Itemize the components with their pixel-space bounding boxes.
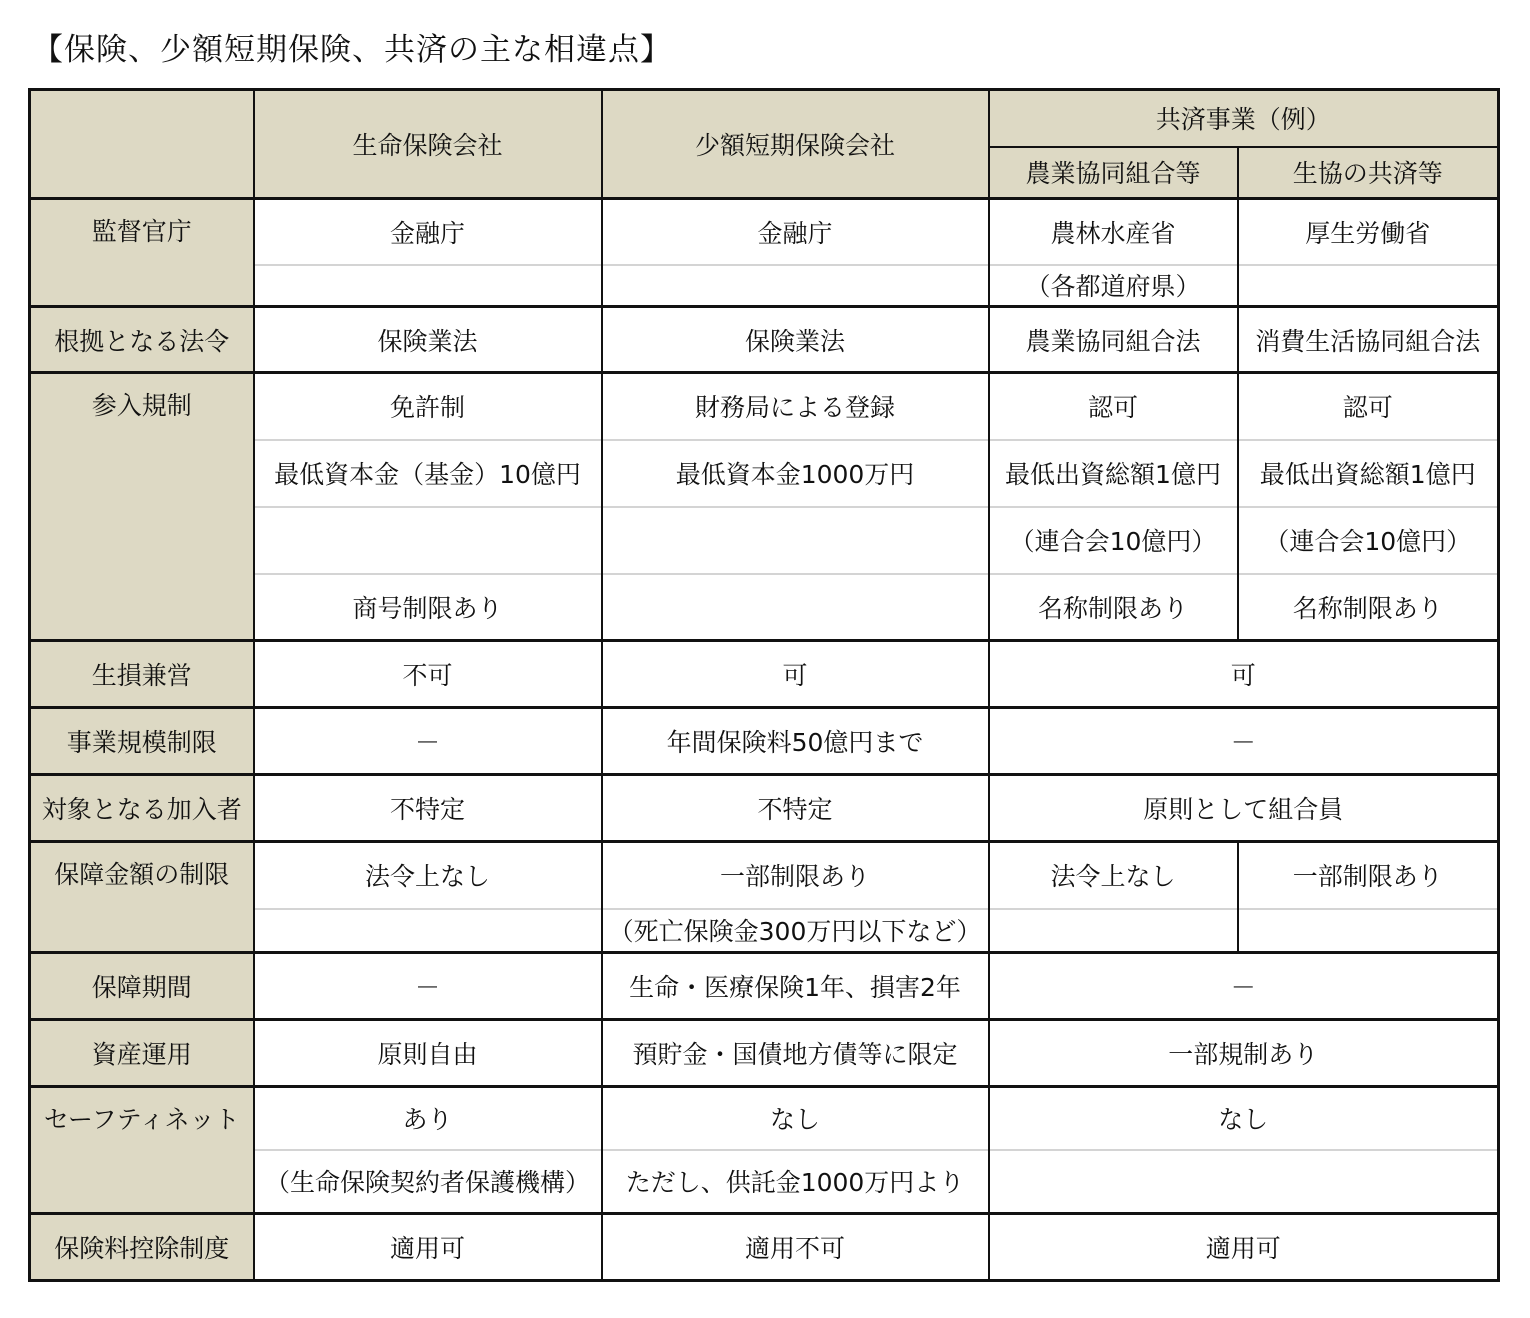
- cell-empty: [254, 909, 602, 953]
- cell-empty: [989, 909, 1238, 953]
- cell-entry-small-2: 最低資本金1000万円: [602, 440, 989, 507]
- cell-entry-agri-2: 最低出資総額1億円: [989, 440, 1238, 507]
- cell-empty: [602, 507, 989, 574]
- cell-law-agri: 農業協同組合法: [989, 307, 1238, 373]
- cell-period-mutual: －: [989, 953, 1499, 1020]
- cell-entry-coop-2: 最低出資総額1億円: [1238, 440, 1499, 507]
- cell-law-small: 保険業法: [602, 307, 989, 373]
- cell-amount-coop: 一部制限あり: [1238, 842, 1499, 909]
- cell-scale-life: －: [254, 708, 602, 775]
- row-label-scale: 事業規模制限: [30, 708, 254, 775]
- cell-supervisor-agri: 農林水産省: [989, 199, 1238, 265]
- row-label-dual: 生損兼営: [30, 641, 254, 708]
- cell-entry-coop-3: （連合会10億円）: [1238, 507, 1499, 574]
- header-small-insurer: 少額短期保険会社: [602, 90, 989, 199]
- cell-supervisor-small: 金融庁: [602, 199, 989, 265]
- cell-members-small: 不特定: [602, 775, 989, 842]
- row-label-assets: 資産運用: [30, 1020, 254, 1087]
- cell-safety-mutual: なし: [989, 1087, 1499, 1150]
- cell-members-life: 不特定: [254, 775, 602, 842]
- cell-supervisor-coop: 厚生労働省: [1238, 199, 1499, 265]
- cell-supervisor-agri-note: （各都道府県）: [989, 265, 1238, 307]
- cell-dual-life: 不可: [254, 641, 602, 708]
- row-label-entry: 参入規制: [30, 373, 254, 641]
- cell-entry-life-2: 最低資本金（基金）10億円: [254, 440, 602, 507]
- cell-safety-life-note: （生命保険契約者保護機構）: [254, 1150, 602, 1214]
- cell-empty: [602, 574, 989, 641]
- row-label-amount: 保障金額の制限: [30, 842, 254, 953]
- header-mutual-aid-group: 共済事業（例）: [989, 90, 1499, 147]
- cell-deduction-small: 適用不可: [602, 1214, 989, 1281]
- cell-scale-small: 年間保険料50億円まで: [602, 708, 989, 775]
- cell-amount-life: 法令上なし: [254, 842, 602, 909]
- cell-entry-coop-4: 名称制限あり: [1238, 574, 1499, 641]
- cell-assets-life: 原則自由: [254, 1020, 602, 1087]
- cell-deduction-mutual: 適用可: [989, 1214, 1499, 1281]
- cell-law-coop: 消費生活協同組合法: [1238, 307, 1499, 373]
- cell-period-small: 生命・医療保険1年、損害2年: [602, 953, 989, 1020]
- cell-amount-small: 一部制限あり: [602, 842, 989, 909]
- cell-empty: [1238, 909, 1499, 953]
- cell-supervisor-life: 金融庁: [254, 199, 602, 265]
- row-label-supervisor: 監督官庁: [30, 199, 254, 307]
- cell-deduction-life: 適用可: [254, 1214, 602, 1281]
- cell-assets-mutual: 一部規制あり: [989, 1020, 1499, 1087]
- cell-safety-small-note: ただし、供託金1000万円より: [602, 1150, 989, 1214]
- header-agri-coop: 農業協同組合等: [989, 147, 1238, 199]
- cell-members-mutual: 原則として組合員: [989, 775, 1499, 842]
- header-consumer-coop: 生協の共済等: [1238, 147, 1499, 199]
- cell-assets-small: 預貯金・国債地方債等に限定: [602, 1020, 989, 1087]
- cell-empty: [989, 1150, 1499, 1214]
- row-label-deduction: 保険料控除制度: [30, 1214, 254, 1281]
- cell-period-life: －: [254, 953, 602, 1020]
- cell-empty: [254, 507, 602, 574]
- cell-amount-small-note: （死亡保険金300万円以下など）: [602, 909, 989, 953]
- cell-scale-mutual: －: [989, 708, 1499, 775]
- cell-safety-life: あり: [254, 1087, 602, 1150]
- cell-law-life: 保険業法: [254, 307, 602, 373]
- row-label-period: 保障期間: [30, 953, 254, 1020]
- row-label-law: 根拠となる法令: [30, 307, 254, 373]
- cell-empty: [602, 265, 989, 307]
- row-label-safety: セーフティネット: [30, 1087, 254, 1214]
- cell-dual-mutual: 可: [989, 641, 1499, 708]
- cell-entry-life-4: 商号制限あり: [254, 574, 602, 641]
- page-title: 【保険、少額短期保険、共済の主な相違点】: [32, 32, 672, 68]
- header-life-insurer: 生命保険会社: [254, 90, 602, 199]
- cell-safety-small: なし: [602, 1087, 989, 1150]
- cell-empty: [1238, 265, 1499, 307]
- cell-empty: [254, 265, 602, 307]
- cell-amount-agri: 法令上なし: [989, 842, 1238, 909]
- cell-entry-agri-3: （連合会10億円）: [989, 507, 1238, 574]
- cell-entry-agri-1: 認可: [989, 373, 1238, 440]
- comparison-table: [28, 88, 1500, 1282]
- cell-entry-small-1: 財務局による登録: [602, 373, 989, 440]
- cell-entry-coop-1: 認可: [1238, 373, 1499, 440]
- row-label-members: 対象となる加入者: [30, 775, 254, 842]
- cell-entry-agri-4: 名称制限あり: [989, 574, 1238, 641]
- header-corner: [30, 90, 254, 199]
- cell-entry-life-1: 免許制: [254, 373, 602, 440]
- cell-dual-small: 可: [602, 641, 989, 708]
